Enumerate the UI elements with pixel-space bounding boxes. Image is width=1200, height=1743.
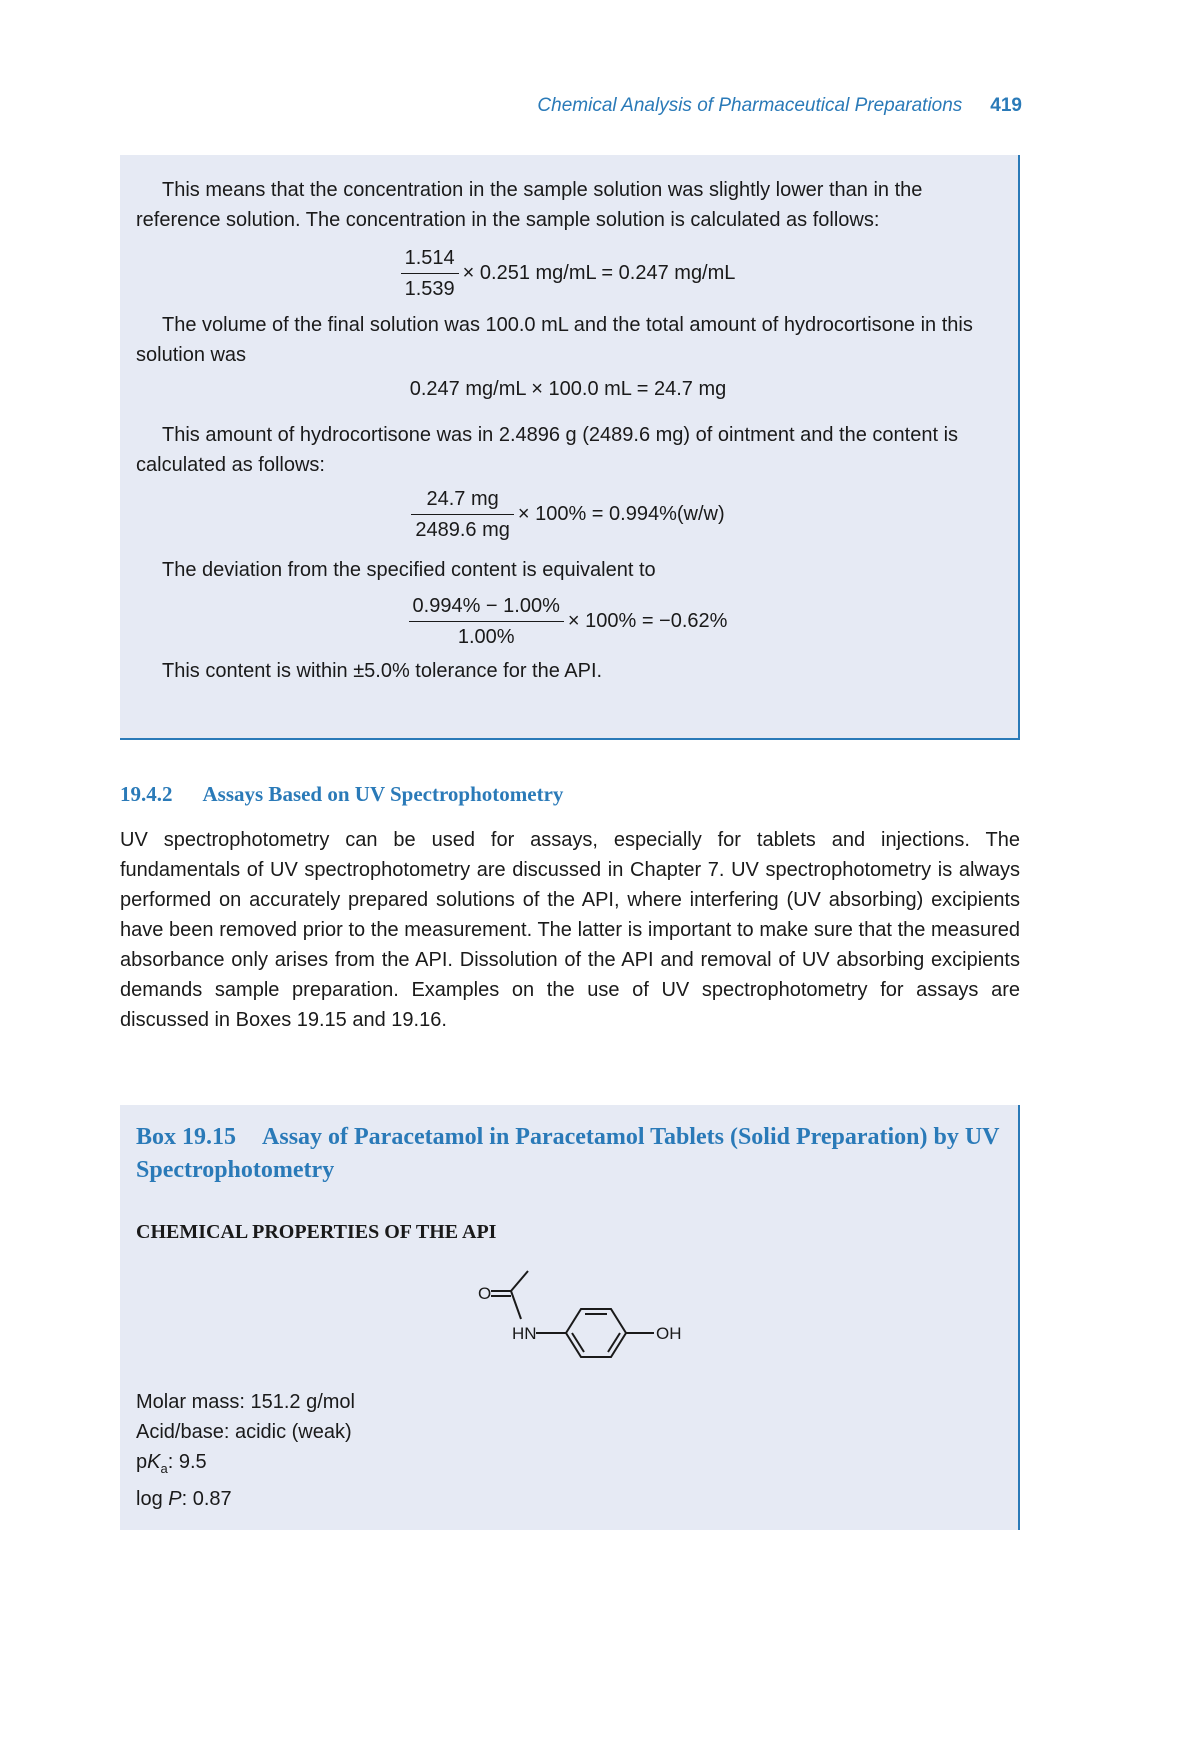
fraction-denominator: 2489.6 mg (415, 519, 510, 541)
paracetamol-structure (466, 1257, 686, 1367)
ring-double-3 (572, 1333, 584, 1352)
section-heading (120, 782, 563, 807)
fraction (401, 243, 459, 304)
box-paragraph-2: The volume of the final solution was 100.0 mL and the total amount of hydrocortisone in this solution was (136, 314, 973, 366)
molar-mass: Molar mass: 151.2 g/mol (136, 1391, 355, 1413)
fraction-numerator: 0.994% − 1.00% (409, 591, 564, 622)
logp-p: P (168, 1488, 182, 1510)
logp-value: : 0.87 (181, 1488, 232, 1510)
equation-rest: × 0.251 mg/mL = 0.247 mg/mL (462, 261, 736, 284)
log-p (136, 1484, 1000, 1514)
pka-value: : 9.5 (167, 1451, 207, 1473)
section-title: Assays Based on UV Spectrophotometry (202, 782, 564, 806)
box-paragraph-5: This content is within ±5.0% tolerance for the API. (162, 660, 603, 682)
box-paragraph-3: This amount of hydrocortisone was in 2.4896 g (2489.6 mg) of ointment and the content is calculated as follows: (136, 424, 959, 476)
section-body: UV spectrophotometry can be used for assays, especially for tablets and injections. The fundamentals of UV spectrophotometry are discussed in Chapter 7. UV spectrophotometry is always performed on accurately prepared solutions of the API, where interfering (UV absorbing) excipients have been removed prior to the measurement. The latter is important to make sure that the measured absorbance only arises from the API. Dissolution of the API and removal of UV absorbing excipients demands sample preparation. Examples on the use of UV spectrophotometry for assays are discussed in Boxes 19.15 and 19.16. (120, 829, 1020, 1031)
equation-rest: × 100% = 0.994%(w/w) (517, 502, 725, 525)
header-title: Chemical Analysis of Pharmaceutical Preparations (537, 95, 963, 116)
acid-base: Acid/base: acidic (weak) (136, 1421, 352, 1443)
pka-sub: a (160, 1461, 168, 1476)
box-paragraph-4: The deviation from the specified content is equivalent to (162, 559, 656, 581)
nh-label: HN (512, 1324, 537, 1343)
box-title (136, 1121, 1000, 1187)
api-properties (136, 1387, 1000, 1514)
methyl-bond (511, 1271, 528, 1291)
pka (136, 1447, 1000, 1484)
chemical-properties-heading: CHEMICAL PROPERTIES OF THE API (136, 1221, 497, 1243)
equation-rest: × 100% = −0.62% (567, 609, 728, 632)
section-number: 19.4.2 (120, 782, 173, 806)
box-title-text: Assay of Paracetamol in Paracetamol Tablets (Solid Preparation) by UV Spectrophotometry (136, 1124, 1000, 1183)
logp-prefix: log (136, 1488, 169, 1510)
example-box-continued (120, 155, 1020, 740)
box-19-15 (120, 1105, 1020, 1530)
pka-prefix: p (136, 1451, 148, 1473)
fraction (409, 591, 564, 652)
equation-amount: 0.247 mg/mL × 100.0 mL = 24.7 mg (409, 378, 727, 400)
fraction (411, 484, 514, 545)
oh-label: OH (656, 1324, 682, 1343)
box-paragraph-1: This means that the concentration in the sample solution was slightly lower than in the reference solution. The concentration in the sample solution is calculated as follows: (136, 179, 923, 231)
equation-content (136, 484, 1000, 545)
amide-bond (511, 1291, 521, 1319)
equation-deviation (136, 591, 1000, 652)
fraction-denominator: 1.539 (404, 278, 455, 300)
box-number: Box 19.15 (136, 1124, 237, 1150)
page-number: 419 (990, 95, 1022, 116)
equation-concentration (136, 243, 1000, 304)
fraction-numerator: 1.514 (401, 243, 459, 274)
oxygen-label: O (478, 1284, 492, 1303)
running-header (120, 95, 1022, 117)
fraction-numerator: 24.7 mg (411, 484, 514, 515)
pka-k: K (147, 1451, 161, 1473)
fraction-denominator: 1.00% (457, 626, 515, 648)
ring-double-2 (608, 1333, 620, 1352)
benzene-ring (566, 1309, 626, 1357)
